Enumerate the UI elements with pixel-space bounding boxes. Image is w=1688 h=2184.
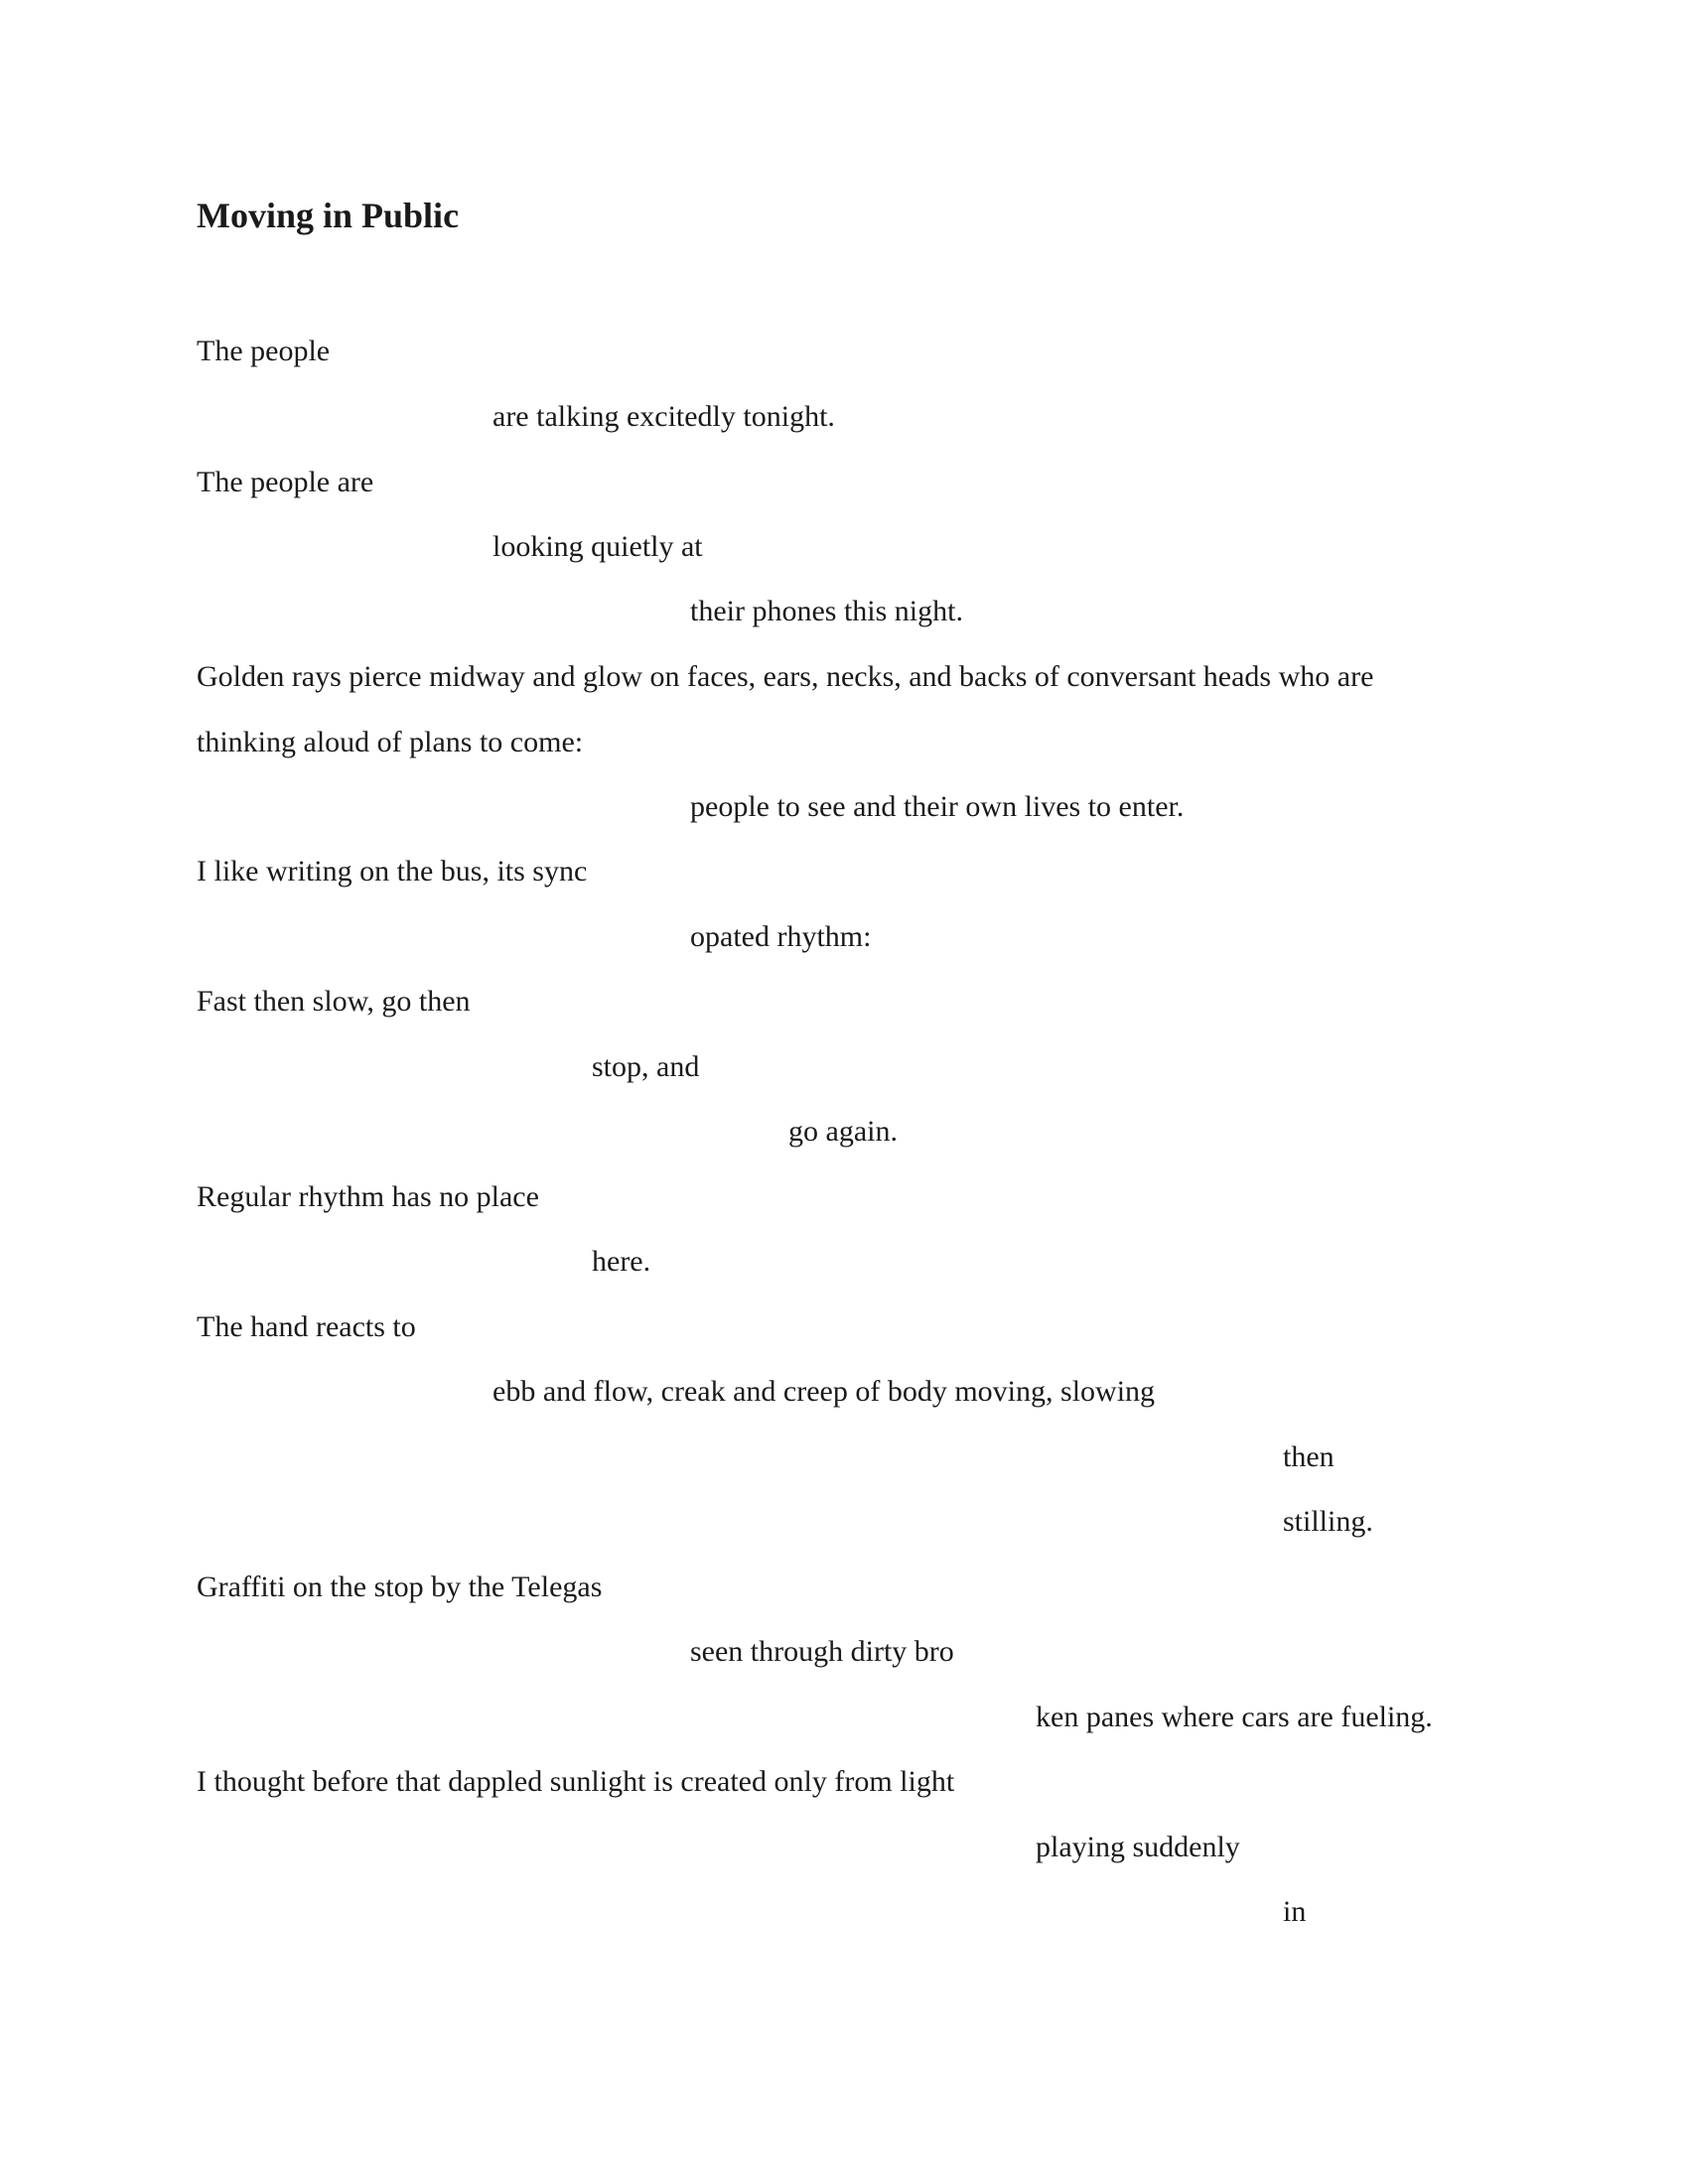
poem-line: I like writing on the bus, its sync (197, 855, 588, 887)
poem-line: their phones this night. (690, 595, 963, 627)
poem-line: here. (592, 1245, 651, 1278)
poem-line: people to see and their own lives to enter. (690, 790, 1185, 823)
poem-line: Golden rays pierce midway and glow on faces, ears, necks, and backs of conversant heads who are (197, 660, 1374, 693)
poem-line: thinking aloud of plans to come: (197, 726, 584, 758)
poem-line: playing suddenly (1036, 1831, 1240, 1863)
poem-line: opated rhythm: (690, 920, 872, 953)
poem-line: stop, and (592, 1050, 700, 1083)
poem-line: The people (197, 335, 331, 367)
poem-line: in (1283, 1895, 1307, 1928)
poem-line: go again. (788, 1115, 898, 1148)
poem-line: I thought before that dappled sunlight is created only from light (197, 1765, 955, 1798)
poem-line: Graffiti on the stop by the Telegas (197, 1570, 603, 1603)
poem-line: The people are (197, 466, 374, 498)
poem-line: looking quietly at (492, 530, 703, 563)
poem-line: ebb and flow, creak and creep of body moving, slowing (492, 1375, 1156, 1408)
poem-line: then (1283, 1440, 1335, 1473)
poem-line: are talking excitedly tonight. (492, 400, 835, 433)
poem-line: stilling. (1283, 1505, 1373, 1538)
poem-title: Moving in Public (197, 196, 460, 235)
poem-line: The hand reacts to (197, 1310, 416, 1343)
poem-line: ken panes where cars are fueling. (1036, 1701, 1433, 1733)
poem-line: seen through dirty bro (690, 1635, 954, 1668)
poem-line: Regular rhythm has no place (197, 1180, 539, 1213)
poem-line: Fast then slow, go then (197, 985, 471, 1018)
